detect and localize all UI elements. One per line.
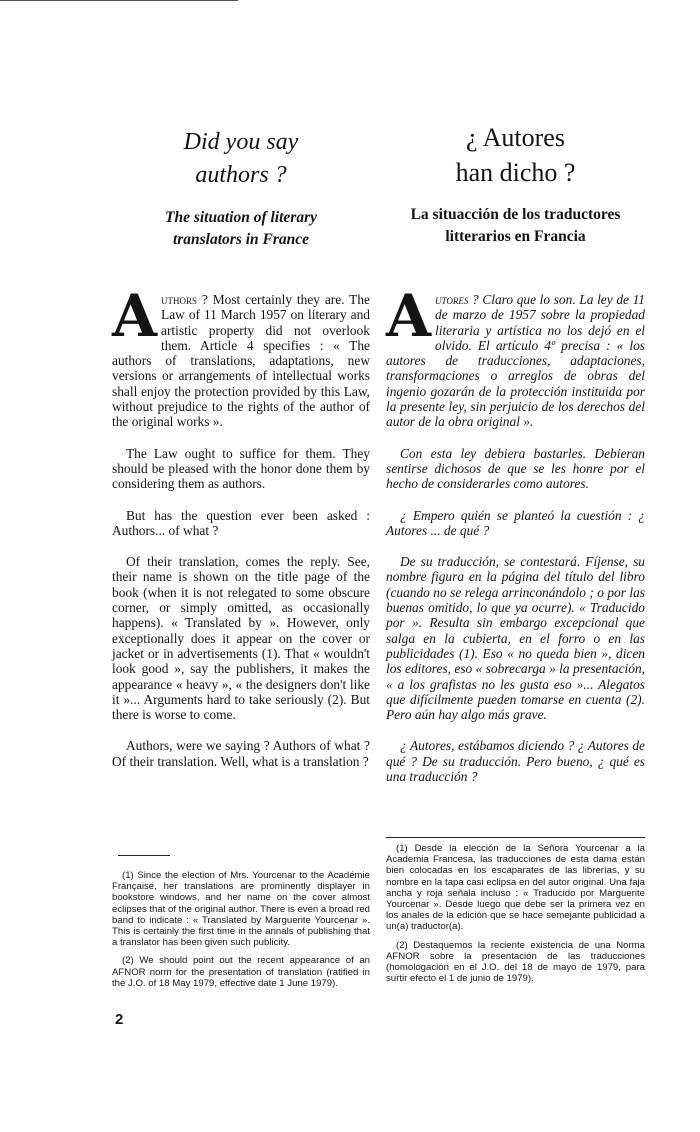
english-subtitle	[112, 207, 370, 251]
english-paragraph-4: Of their translation, comes the reply. See, their name is shown on the title page of the book (when it is not relegated to some obscure corner, or simply omitted, as occasionally happens). « Translated by ». However, only exceptionally does it appear on the cover or jacket or in advertisements (1). That « wouldn't look good », say the publishers, it makes the appearance « heavy », « the designers don't like it »... Arguments hard to take seriously (2). But there is worse to come.	[112, 554, 370, 723]
spanish-dropcap: A	[386, 282, 430, 350]
english-footnote-rule	[118, 855, 170, 856]
english-paragraph-1	[112, 282, 371, 430]
spanish-paragraph-5: ¿ Autores, estábamos diciendo ? ¿ Autores de qué ? De su traducción. Pero bueno, ¿ qué es una traducción ?	[386, 738, 645, 785]
spanish-subtitle-line1: La situacción de los traductores	[410, 206, 621, 223]
english-dropcap: A	[112, 282, 156, 350]
english-title	[112, 126, 370, 192]
spanish-footnote-2: (2) Destaquemos la reciente existencia de una Norma AFNOR sobre la presentación de las traducciones (homologación en el J.O. del 18 de mayo de 1979, para surtir efecto el 1 de junio de 1979).	[386, 939, 645, 985]
english-paragraph-5: Authors, were we saying ? Authors of what ? Of their translation. Well, what is a translation ?	[112, 738, 370, 769]
english-body	[112, 282, 371, 785]
english-subtitle-line2: translators in France	[172, 231, 310, 248]
english-title-line1: Did you say	[183, 129, 299, 155]
spanish-title-line2: han dicho ?	[455, 158, 576, 187]
spanish-body	[386, 282, 645, 800]
english-footnote-1: (1) Since the election of Mrs. Yourcenar to the Académie Française, her translations are prominently displayer in bookstore windows, and her name on the cover almost eclipses that of the original author. There is even a broad red band to indicate : « Translated by Marguerite Yourcenar ». This is certainly the first time in the annals of publishing that a translator has been given such publicity.	[112, 870, 370, 949]
english-paragraph-1-text: Most certainly they are. The Law of 11 March 1957 on literary and artistic property did not overlook them. Article 4 specifies : « The authors of translations, adaptations, new versions or arrangements of intellectual works shall enjoy the protection provided by this Law, without prejudice to the rights of the author of the original works ».	[112, 292, 371, 430]
english-subtitle-line1: The situation of literary	[165, 209, 317, 226]
top-edge-rule	[0, 0, 238, 1]
spanish-footnote-rule	[386, 837, 645, 838]
spanish-paragraph-3: ¿ Empero quién se planteó la cuestión : ¿ Autores ... de qué ?	[386, 507, 645, 538]
spanish-paragraph-1	[386, 282, 645, 430]
page-number: 2	[115, 1011, 124, 1028]
spanish-title	[386, 120, 645, 190]
english-title-line2: authors ?	[195, 162, 287, 188]
spanish-subtitle	[386, 204, 645, 248]
english-paragraph-3: But has the question ever been asked : Authors... of what ?	[112, 507, 370, 538]
spanish-subtitle-line2: litterarios en Francia	[445, 228, 586, 245]
spanish-title-line1: ¿ Autores	[466, 123, 565, 152]
spanish-footnotes	[386, 843, 645, 991]
english-footnotes	[112, 870, 370, 996]
english-lead-smallcaps: uthors ?	[161, 292, 208, 307]
english-footnote-2: (2) We should point out the recent appearance of an AFNOR norm for the presentation of translation (ratified in the J.O. of 18 May 1979, effective date 1 June 1979).	[112, 955, 370, 989]
spanish-paragraph-1-text: Claro que lo son. La ley de 11 de marzo de 1957 sobre la propiedad literaria y artística no los dejó en el olvido. El artículo 4º precisa : « los autores de traducciones, adaptaciones, transformaciones o arreglos de obras del ingenio gozarán de la protección instituida por la presente ley, sin perjuicio de los derechos del autor de la obra original ».	[386, 292, 645, 430]
spanish-paragraph-4: De su traducción, se contestará. Fíjense, su nombre figura en la página del título del libro (cuando no se relega arrinconándolo ; o por las buenas omitido, lo que ya ocurre). « Traducido por ». Resulta sin embargo excepcional que salga en la cubierta, en el forro o en las publicidades (1). Eso « no queda bien », dicen los editores, eso « sobrecarga » la presentación, « a los grafistas no les gusta eso »... Alegatos que difícilmente pueden tomarse en cuenta (2). Pero aún hay algo más grave.	[386, 554, 645, 723]
spanish-paragraph-2: Con esta ley debiera bastarles. Debieran sentirse dichosos de que se les honre por el hecho de considerarles como autores.	[386, 445, 645, 492]
spanish-footnote-1: (1) Desde la elección de la Señora Yourcenar a la Academia Francesa, las traducciones de esta dama están bien colocadas en los escaparates de las librerías, y su nombre en la tapa casi eclipsa en del autor original. Una faja ancha y roja señala incluso : « Traducido por Marguerite Yourcenar ». Desde luego que debe ser la primera vez en los anales de la edición que se hace semejante publicidad a un(a) traductor(a).	[386, 843, 645, 933]
spanish-lead-smallcaps: utores ?	[435, 292, 479, 307]
english-paragraph-2: The Law ought to suffice for them. They should be pleased with the honor done them by considering them as authors.	[112, 445, 370, 492]
